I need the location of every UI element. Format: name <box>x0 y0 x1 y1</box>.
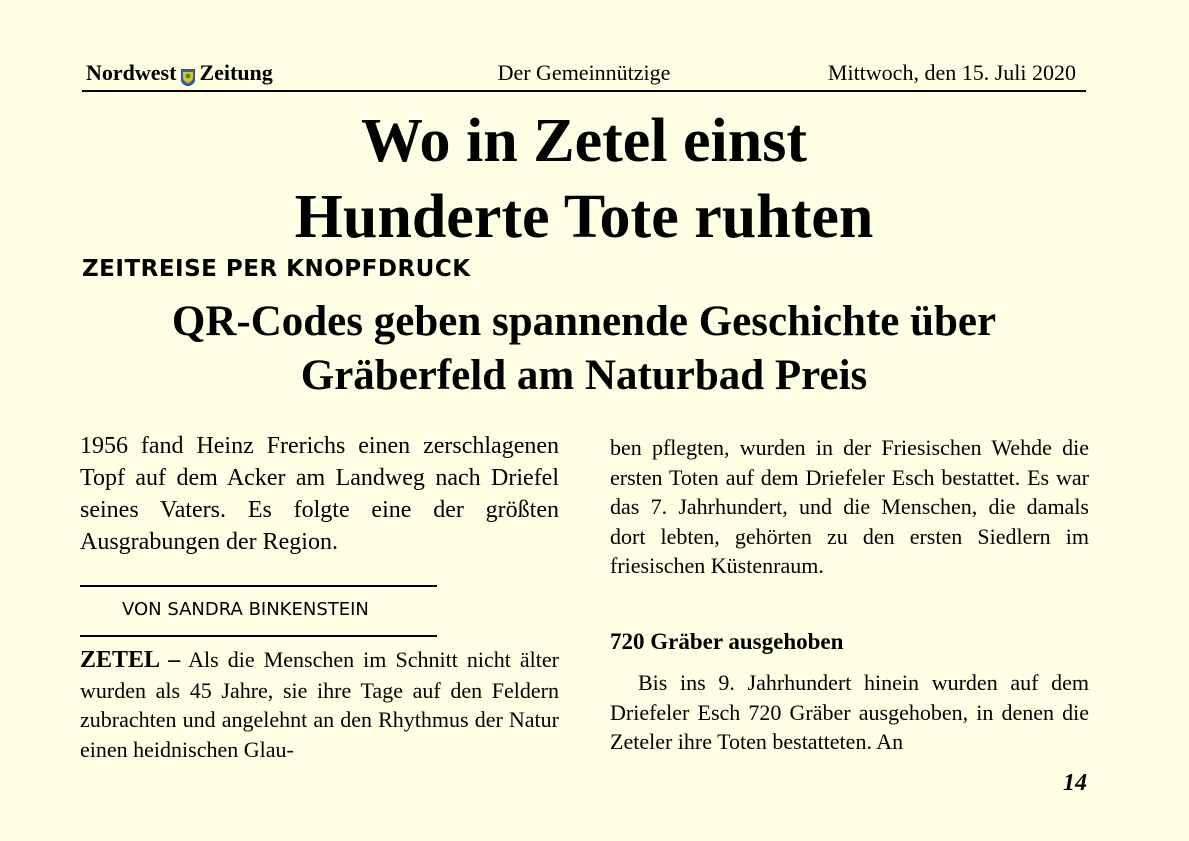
page-number: 14 <box>1063 770 1087 796</box>
kicker: ZEITREISE PER KNOPFDRUCK <box>82 256 471 282</box>
masthead-right: Zeitung <box>199 60 273 85</box>
headline <box>82 103 1086 255</box>
publication-name: Der Gemeinnützige <box>497 60 671 85</box>
subhead-line-2: Gräberfeld am Naturbad Preis <box>300 352 868 399</box>
body-paragraph-3: Bis ins 9. Jahrhundert hinein wurden auf dem Driefeler Esch 720 Gräber ausgehoben, in denen die Zeteler ihre Toten bestatteten. An <box>610 670 1089 754</box>
section-subheading: 720 Gräber ausgehoben <box>610 629 844 654</box>
masthead-left: Nordwest <box>86 60 177 85</box>
body-paragraph-2: ben pflegten, wurden in der Friesischen Wehde die ersten Toten auf dem Driefeler Esch bestattet. Es war das 7. Jahrhundert, und die Menschen, die damals dort lebten, gehörten zu den ersten Siedlern im friesischen Küstenraum. <box>610 435 1089 578</box>
issue-date: Mittwoch, den 15. Juli 2020 <box>827 60 1076 85</box>
left-body <box>80 645 559 764</box>
left-column <box>80 430 559 558</box>
subheadline <box>82 295 1086 403</box>
body-paragraph-1 <box>80 645 559 764</box>
byline: VON SANDRA BINKENSTEIN <box>122 599 369 620</box>
dateline: ZETEL – <box>80 647 181 673</box>
headline-line-2: Hunderte Tote ruhten <box>294 183 874 251</box>
right-column <box>610 433 1089 754</box>
body-left-text: Als die Menschen im Schnitt nicht älter wurden als 45 Jahre, sie ihre Tage auf den Feldern zubrachten und angelehnt an den Rhythmus der Natur einen heidnischen Glau- <box>80 647 559 762</box>
page-header <box>82 58 1086 92</box>
headline-line-1: Wo in Zetel einst <box>360 107 808 175</box>
subhead-line-1: QR-Codes geben spannende Geschichte über <box>171 298 997 345</box>
byline-rule-top <box>80 585 437 587</box>
byline-rule-bottom <box>80 635 437 637</box>
lead-paragraph: 1956 fand Heinz Frerichs einen zerschlagenen Topf auf dem Acker am Landweg nach Driefel seines Vaters. Es folgte eine der größten Ausgrabungen der Region. <box>80 433 559 555</box>
